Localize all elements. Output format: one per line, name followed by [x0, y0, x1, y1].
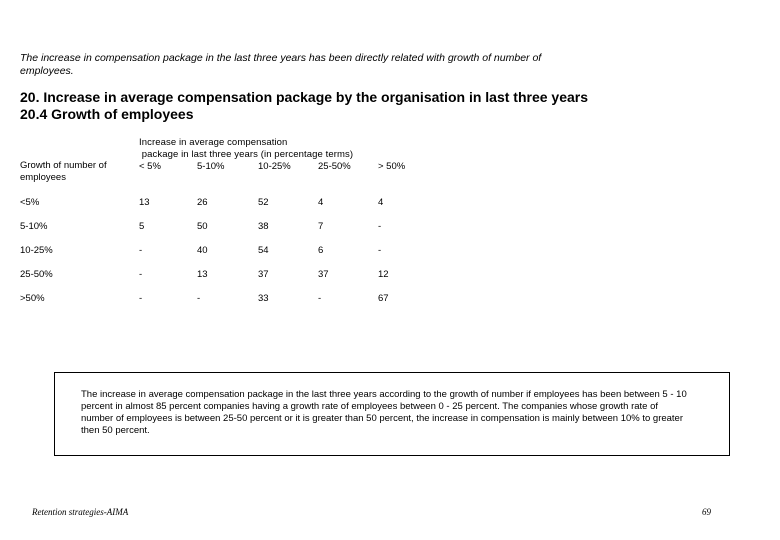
intro-line-2: employees. [20, 65, 74, 77]
table-cell: 33 [258, 293, 269, 304]
table-cell: 37 [258, 269, 269, 280]
row-header-line-1: Growth of number of [20, 160, 107, 171]
column-header: < 5% [139, 161, 161, 172]
table-cell: - [378, 221, 382, 232]
column-header: > 50% [378, 161, 406, 172]
table-cell: 37 [318, 269, 329, 280]
row-label: 10-25% [20, 245, 53, 256]
table-cell: 4 [378, 197, 384, 208]
table-cell: 13 [139, 197, 150, 208]
row-label: >50% [20, 293, 45, 304]
row-label: 25-50% [20, 269, 53, 280]
column-header: 10-25% [258, 161, 291, 172]
column-header: 25-50% [318, 161, 351, 172]
intro-line-1: The increase in compensation package in the last three years has been directly related with growth of number of [20, 52, 542, 64]
summary-line: The increase in average compensation package in the last three years according to the growth of number if employees has been between 5 - 10 [81, 389, 687, 400]
page-number: 69 [702, 507, 711, 517]
table-cell: - [139, 293, 143, 304]
table-cell: 5 [139, 221, 145, 232]
summary-text [81, 389, 721, 437]
table-cell: 6 [318, 245, 324, 256]
row-label: <5% [20, 197, 40, 208]
table-cell: 38 [258, 221, 269, 232]
summary-line: then 50 percent. [81, 425, 150, 436]
table-cell: - [378, 245, 382, 256]
table-cell: - [197, 293, 201, 304]
column-group-header [139, 137, 353, 161]
section-subtitle: 20.4 Growth of employees [20, 106, 194, 122]
table-cell: 50 [197, 221, 208, 232]
footer-source: Retention strategies-AIMA [32, 507, 129, 517]
table-cell: 13 [197, 269, 208, 280]
row-label: 5-10% [20, 221, 48, 232]
table-cell: - [139, 269, 143, 280]
summary-box [54, 372, 730, 456]
table-cell: 12 [378, 269, 389, 280]
column-group-header-line-1: Increase in average compensation [139, 137, 288, 148]
row-header [20, 160, 107, 184]
row-header-line-2: employees [20, 172, 66, 183]
table-cell: 40 [197, 245, 208, 256]
table-cell: 67 [378, 293, 389, 304]
column-group-header-line-2: package in last three years (in percentage terms) [139, 149, 354, 160]
table-cell: 4 [318, 197, 324, 208]
table-cell: - [318, 293, 322, 304]
column-header: 5-10% [197, 161, 225, 172]
table-cell: 54 [258, 245, 269, 256]
table-cell: 26 [197, 197, 208, 208]
table-cell: 52 [258, 197, 269, 208]
summary-line: number of employees is between 25-50 percent or it is greater than 50 percent, the increase in compensation is mainly between 10% to greater [81, 413, 684, 424]
table-cell: - [139, 245, 143, 256]
section-title: 20. Increase in average compensation package by the organisation in last three years [20, 89, 589, 105]
table-cell: 7 [318, 221, 324, 232]
summary-line: percent in almost 85 percent companies having a growth rate of employees between 0 - 25 percent. The companies whose growth rate of [81, 401, 659, 412]
